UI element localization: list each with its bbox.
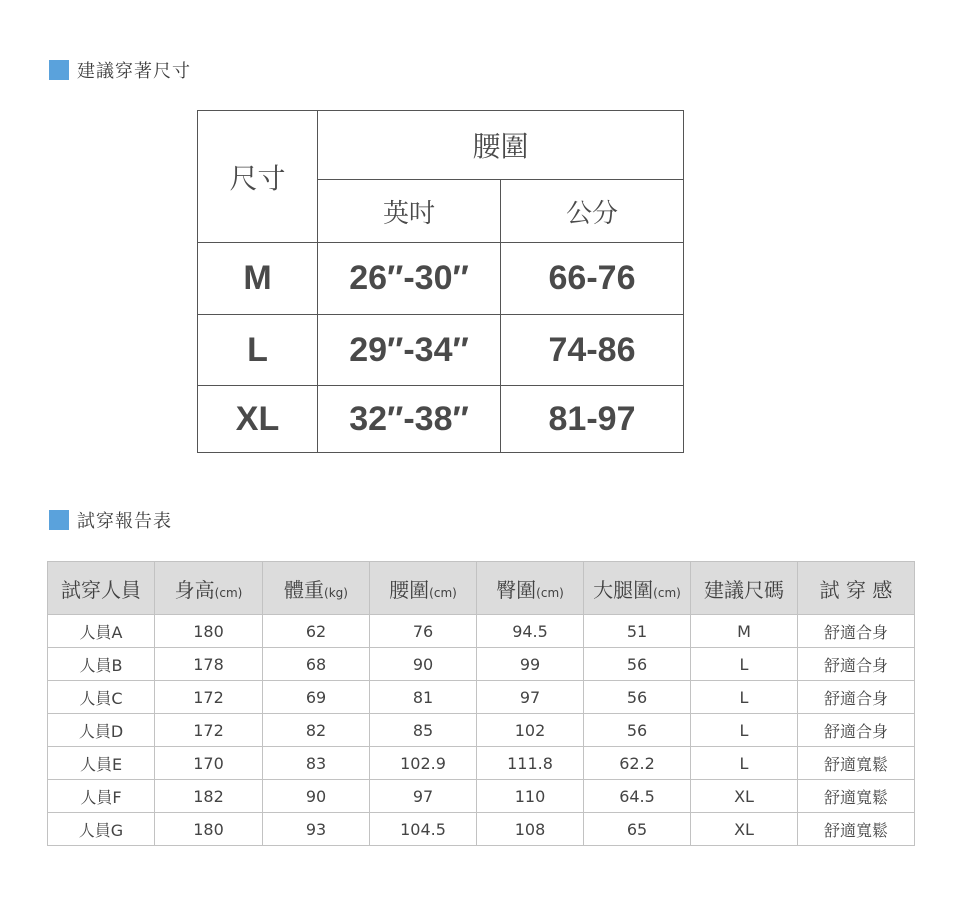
fitting-report-table (47, 561, 915, 846)
table-cell: 99 (477, 648, 584, 681)
table-cell: 111.8 (477, 747, 584, 780)
table-cell: 65 (584, 813, 691, 846)
report-header-cell: 試穿人員 (48, 562, 155, 615)
table-cell: 人員G (48, 813, 155, 846)
table-cell: 182 (155, 780, 263, 813)
bullet-square-icon (49, 510, 69, 530)
table-cell: 68 (263, 648, 370, 681)
table-cell: 62.2 (584, 747, 691, 780)
table-cell: 102 (477, 714, 584, 747)
report-header-cell: 大腿圍(cm) (584, 562, 691, 615)
size-row (198, 243, 684, 315)
table-row (48, 813, 915, 846)
table-cell: 172 (155, 681, 263, 714)
table-cell: L (691, 747, 798, 780)
table-row (48, 615, 915, 648)
size-header: 尺寸 (198, 111, 318, 243)
table-cell: 人員C (48, 681, 155, 714)
inch-cell: 26″-30″ (318, 243, 501, 315)
section-title-report (49, 507, 172, 533)
table-cell: XL (691, 813, 798, 846)
table-cell: 56 (584, 648, 691, 681)
report-header-cell: 體重(kg) (263, 562, 370, 615)
size-table-header-row (198, 111, 684, 180)
table-row (48, 780, 915, 813)
inch-cell: 32″-38″ (318, 386, 501, 453)
table-cell: 93 (263, 813, 370, 846)
table-cell: 人員B (48, 648, 155, 681)
table-cell: 舒適寬鬆 (798, 747, 915, 780)
table-cell: 56 (584, 681, 691, 714)
table-cell: L (691, 648, 798, 681)
inch-header: 英吋 (318, 180, 501, 243)
table-cell: 舒適寬鬆 (798, 780, 915, 813)
table-cell: 82 (263, 714, 370, 747)
report-header-cell: 試 穿 感 (798, 562, 915, 615)
inch-cell: 29″-34″ (318, 315, 501, 386)
size-cell: XL (198, 386, 318, 453)
cm-cell: 74-86 (501, 315, 684, 386)
table-row (48, 714, 915, 747)
section-title-size-text: 建議穿著尺寸 (77, 61, 191, 82)
table-cell: M (691, 615, 798, 648)
table-cell: 85 (370, 714, 477, 747)
table-cell: 81 (370, 681, 477, 714)
table-cell: 90 (370, 648, 477, 681)
report-header-row (48, 562, 915, 615)
table-cell: 64.5 (584, 780, 691, 813)
table-cell: 90 (263, 780, 370, 813)
size-cell: L (198, 315, 318, 386)
table-cell: 人員D (48, 714, 155, 747)
table-cell: 108 (477, 813, 584, 846)
size-table (197, 110, 684, 453)
table-cell: 舒適合身 (798, 714, 915, 747)
section-title-report-text: 試穿報告表 (77, 511, 172, 532)
table-cell: XL (691, 780, 798, 813)
report-header-cell: 臀圍(cm) (477, 562, 584, 615)
table-cell: 83 (263, 747, 370, 780)
table-cell: 舒適合身 (798, 615, 915, 648)
bullet-square-icon (49, 60, 69, 80)
table-cell: 180 (155, 813, 263, 846)
table-cell: L (691, 681, 798, 714)
report-header-cell: 建議尺碼 (691, 562, 798, 615)
table-cell: 62 (263, 615, 370, 648)
table-cell: 178 (155, 648, 263, 681)
size-cell: M (198, 243, 318, 315)
table-cell: 104.5 (370, 813, 477, 846)
table-row (48, 648, 915, 681)
table-cell: 56 (584, 714, 691, 747)
table-cell: 94.5 (477, 615, 584, 648)
cm-cell: 66-76 (501, 243, 684, 315)
size-row (198, 315, 684, 386)
table-cell: 76 (370, 615, 477, 648)
table-cell: 舒適合身 (798, 648, 915, 681)
table-cell: 人員A (48, 615, 155, 648)
table-cell: 69 (263, 681, 370, 714)
waist-header: 腰圍 (318, 111, 684, 180)
table-row (48, 747, 915, 780)
table-cell: 人員F (48, 780, 155, 813)
table-cell: 172 (155, 714, 263, 747)
table-cell: 舒適合身 (798, 681, 915, 714)
table-cell: 人員E (48, 747, 155, 780)
table-cell: 180 (155, 615, 263, 648)
table-row (48, 681, 915, 714)
table-cell: 170 (155, 747, 263, 780)
section-title-size (49, 57, 191, 83)
table-cell: 舒適寬鬆 (798, 813, 915, 846)
size-row (198, 386, 684, 453)
table-cell: 110 (477, 780, 584, 813)
report-header-cell: 身高(cm) (155, 562, 263, 615)
report-header-cell: 腰圍(cm) (370, 562, 477, 615)
cm-cell: 81-97 (501, 386, 684, 453)
table-cell: 102.9 (370, 747, 477, 780)
table-cell: 97 (477, 681, 584, 714)
table-cell: L (691, 714, 798, 747)
cm-header: 公分 (501, 180, 684, 243)
table-cell: 97 (370, 780, 477, 813)
table-cell: 51 (584, 615, 691, 648)
